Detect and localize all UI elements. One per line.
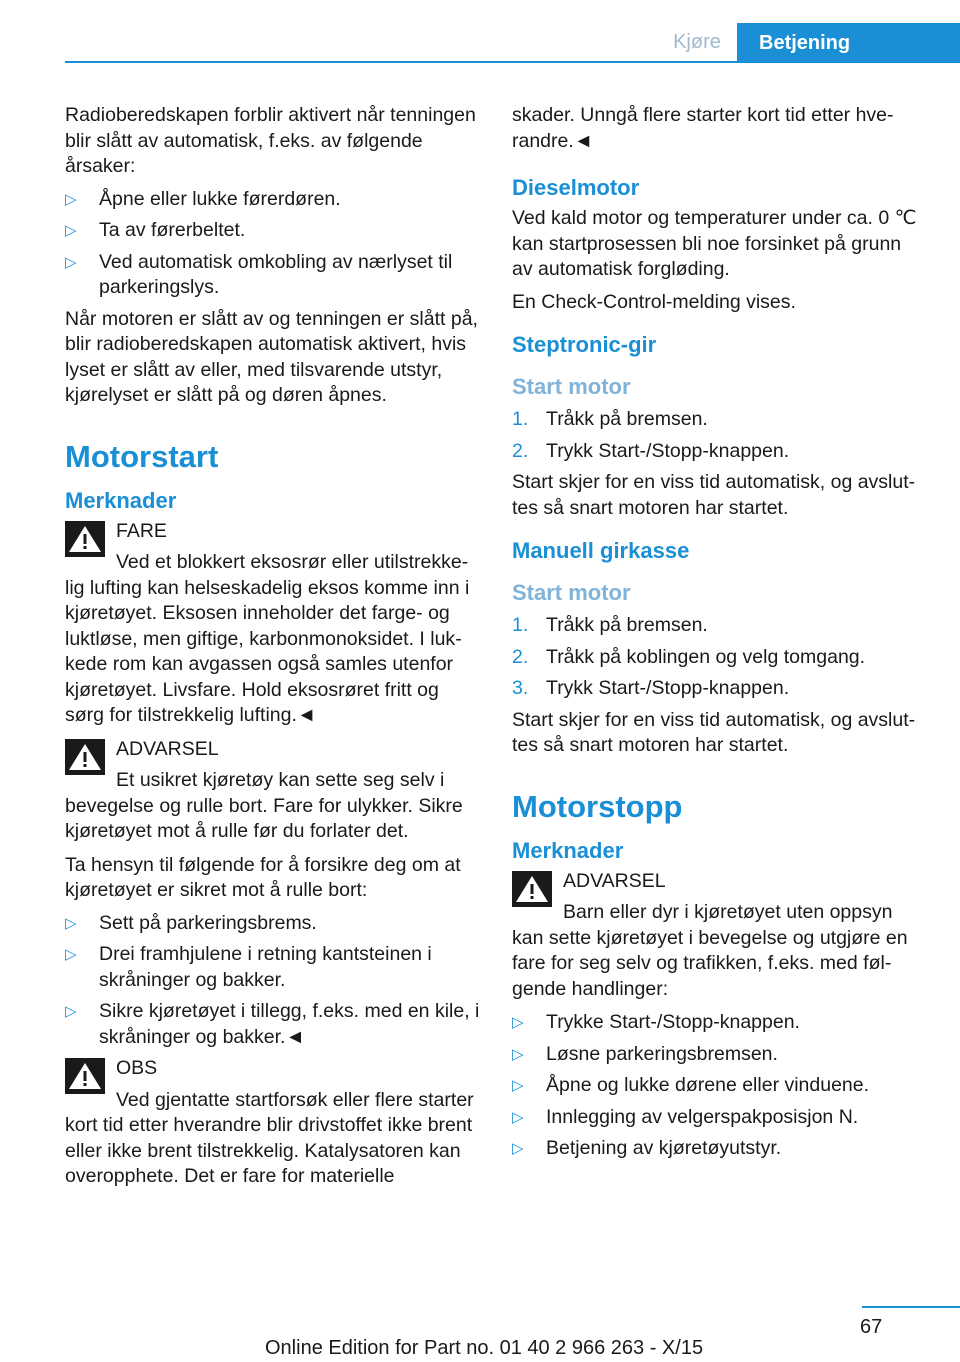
triangle-right-icon: ▷ — [512, 1045, 524, 1063]
list-item-text: Sikre kjøretøyet i tillegg, f.eks. med en kile, i skråninger og bakker.◄ — [99, 1000, 480, 1048]
triangle-right-icon: ▷ — [65, 222, 77, 239]
step-number: 2. — [512, 439, 529, 462]
intro-paragraph: Radioberedskapen forblir aktivert når tenningen blir slått av automatisk, f.eks. av følgende årsaker: — [65, 104, 476, 177]
list-item — [512, 613, 927, 639]
warning-block-obs — [65, 1056, 480, 1190]
warning-title: ADVARSEL — [116, 737, 219, 760]
steptronic-paragraph: Start skjer for en viss tid automatisk, og avsluttes så snart motoren har startet. — [512, 471, 916, 519]
warning-body: Ved gjentatte startforsøk eller flere starter kort tid etter hverandre blir drivstoffet ikke brent eller ikke brent tilstrekkelig. Katalysatoren kan overopphete. Det er fare for materielle — [65, 1088, 474, 1187]
list-item-text: Betjening av kjøretøyutstyr. — [546, 1137, 782, 1159]
list-item — [512, 407, 927, 433]
list-item-text: Tråkk på bremsen. — [546, 614, 708, 636]
step-number: 2. — [512, 645, 529, 668]
section-title-dieselmotor: Dieselmotor — [512, 175, 640, 200]
warning-title: ADVARSEL — [563, 869, 666, 892]
list-item-text: Tråkk på bremsen. — [546, 408, 708, 430]
warning-title: OBS — [116, 1057, 158, 1079]
continued-paragraph: skader. Unngå flere starter kort tid etter hverandre.◄ — [512, 104, 894, 152]
triangle-right-icon: ▷ — [65, 253, 77, 271]
triangle-right-icon: ▷ — [65, 914, 77, 932]
list-item — [65, 250, 480, 301]
roll-paragraph: Ta hensyn til følgende for å forsikre deg om at kjøretøyet er sikret mot å rulle bort: — [65, 853, 461, 901]
list-item — [512, 1073, 927, 1099]
warning-triangle-icon — [65, 739, 105, 775]
warning-body: Barn eller dyr i kjøretøyet uten oppsyn kan sette kjøretøyet i bevegelse og utgjøre en fare for seg selv og trafikken, f.eks. med følgende handlinger: — [512, 901, 908, 1000]
warning-triangle-icon — [512, 871, 552, 907]
triangle-right-icon: ▷ — [512, 1014, 524, 1031]
left-column — [65, 103, 480, 1198]
list-item-text: Løsne parkeringsbremsen. — [546, 1042, 778, 1065]
warning-title: FARE — [116, 519, 167, 542]
intro-list — [65, 187, 480, 301]
steptronic-steps — [512, 407, 927, 464]
list-item — [512, 1136, 927, 1162]
list-item — [65, 942, 480, 993]
diesel-paragraph: Ved kald motor og temperaturer under ca. 0 ℃ kan startprosessen bli noe forsinket på grunn av automatisk forgløding. — [512, 207, 917, 280]
subsection-start-motor: Start motor — [512, 374, 631, 399]
subsection-start-motor: Start motor — [512, 580, 631, 605]
footer-rule — [862, 1306, 960, 1308]
step-number: 3. — [512, 677, 529, 699]
list-item — [512, 676, 927, 702]
list-item-text: Åpne eller lukke førerdøren. — [99, 187, 341, 210]
roll-list — [65, 911, 480, 1051]
right-column — [512, 103, 927, 1168]
section-title-motorstopp: Motorstopp — [512, 788, 683, 824]
step-number: 1. — [512, 408, 529, 430]
list-item-text: Trykk Start-/Stopp-knappen. — [546, 439, 790, 462]
manual-paragraph: Start skjer for en viss tid automatisk, og avsluttes så snart motoren har startet. — [512, 708, 916, 756]
list-item — [512, 645, 927, 671]
tab-kjore[interactable]: Kjøre — [673, 31, 721, 53]
triangle-right-icon: ▷ — [65, 1003, 77, 1020]
list-item-text: Trykk Start-/Stopp-knappen. — [546, 677, 790, 699]
list-item — [512, 439, 927, 465]
list-item-text: Drei framhjulene i retning kantsteinen i skråninger og bakker. — [99, 943, 432, 991]
subsection-title-merknader: Merknader — [512, 837, 624, 863]
list-item — [65, 187, 480, 213]
step-number: 1. — [512, 614, 529, 636]
edition-footer: Online Edition for Part no. 01 40 2 966 263 - X/15 — [265, 1337, 704, 1359]
manual-steps — [512, 613, 927, 702]
triangle-right-icon: ▷ — [512, 1108, 524, 1126]
warning-body: Ved et blokkert eksosrør eller utilstrekkelig lufting kan helseskadelig eksos komme inn i kjøretøyet. Eksosen inneholder det farge- og luktløse, men giftige, karbonmonoksidet. I lukkede rom kan avgassen også samles utenfor kjøretøyet. Livsfare. Hold eksosrøret fritt og sørg for tilstrekkelig lufting.◄ — [65, 551, 470, 726]
list-item — [512, 1010, 927, 1036]
triangle-right-icon: ▷ — [65, 946, 77, 963]
list-item-text: Ved automatisk omkobling av nærlyset til parkeringslys. — [99, 250, 453, 298]
subsection-title-merknader: Merknader — [65, 487, 177, 513]
triangle-right-icon: ▷ — [512, 1140, 524, 1157]
list-item — [65, 999, 480, 1050]
triangle-right-icon: ▷ — [65, 190, 77, 208]
warning-block-fare — [65, 519, 480, 729]
list-item-text: Åpne og lukke dørene eller vinduene. — [546, 1074, 870, 1096]
stop-actions-list — [512, 1010, 927, 1162]
diesel-paragraph-2: En Check-Control-melding vises. — [512, 290, 796, 313]
section-title-steptronic: Steptronic-gir — [512, 332, 657, 357]
tab-betjening[interactable]: Betjening — [737, 23, 960, 63]
list-item — [512, 1105, 927, 1131]
list-item-text: Ta av førerbeltet. — [99, 219, 246, 241]
list-item — [512, 1042, 927, 1068]
warning-triangle-icon — [65, 1058, 105, 1094]
page-number: 67 — [860, 1316, 883, 1338]
section-title-manuell: Manuell girkasse — [512, 538, 690, 563]
list-item — [65, 218, 480, 244]
radio-paragraph: Når motoren er slått av og tenningen er slått på, blir radioberedskapen automatisk aktivert, hvis lyset er slått av eller, med tilsvarende utstyr, kjørelyset er slått på og døren åpnes. — [65, 307, 478, 406]
list-item-text: Innlegging av velgerspakposisjon N. — [546, 1105, 859, 1128]
warning-block-advarsel — [65, 737, 480, 845]
section-title-motorstart: Motorstart — [65, 438, 219, 474]
warning-triangle-icon — [65, 521, 105, 557]
list-item-text: Sett på parkeringsbrems. — [99, 911, 317, 934]
list-item-text: Tråkk på koblingen og velg tomgang. — [546, 645, 866, 668]
list-item-text: Trykke Start-/Stopp-knappen. — [546, 1011, 800, 1033]
triangle-right-icon: ▷ — [512, 1077, 524, 1094]
warning-body: Et usikret kjøretøy kan sette seg selv i bevegelse og rulle bort. Fare for ulykker. Sikre kjøretøyet mot å rulle før du forlater det. — [65, 769, 463, 842]
warning-block-advarsel — [512, 869, 927, 1003]
list-item — [65, 911, 480, 937]
